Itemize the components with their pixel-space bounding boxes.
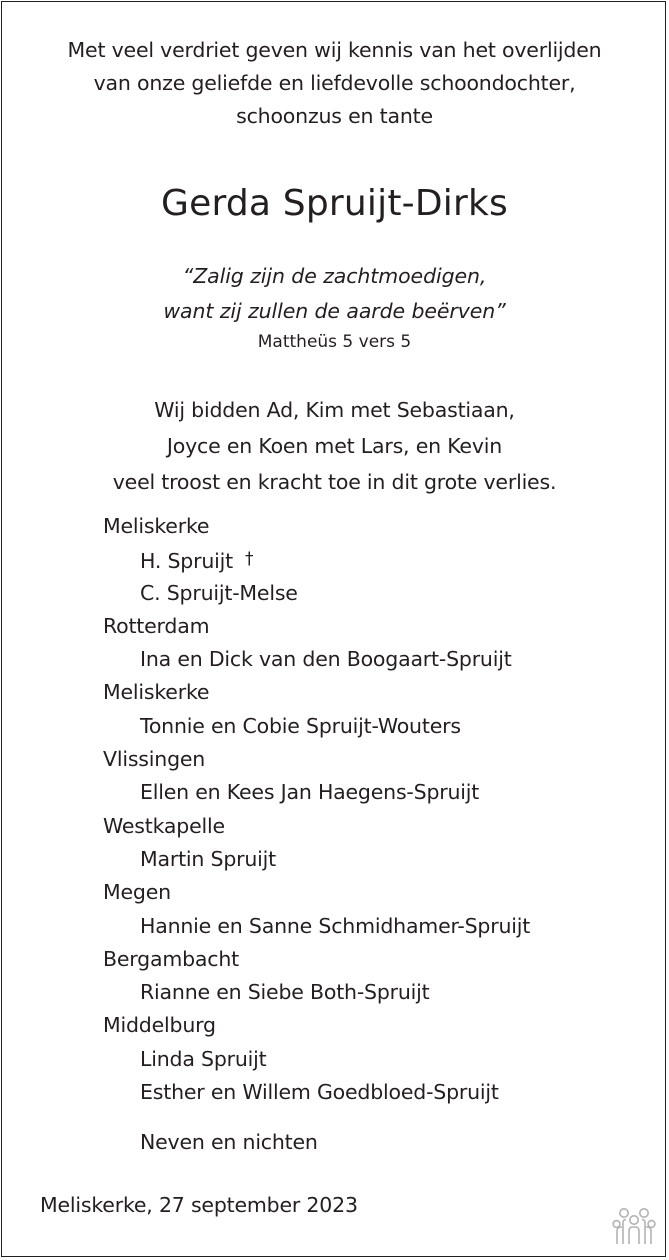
family-place: Middelburg bbox=[103, 1013, 216, 1038]
family-list bbox=[103, 510, 643, 1109]
quote-line: “Zalig zijn de zachtmoedigen, bbox=[182, 264, 487, 288]
quote-line: want zij zullen de aarde beërven” bbox=[163, 299, 506, 323]
family-member: Tonnie en Cobie Spruijt-Wouters bbox=[140, 713, 461, 738]
family-place: Megen bbox=[103, 880, 171, 905]
family-member: C. Spruijt-Melse bbox=[140, 580, 298, 605]
family-member bbox=[103, 543, 643, 576]
closing-line: Neven en nichten bbox=[140, 1130, 318, 1154]
intro-text bbox=[0, 34, 669, 133]
family-member-name: H. Spruijt bbox=[140, 549, 233, 574]
family-place: Meliskerke bbox=[103, 680, 210, 705]
wish-line: veel troost en kracht toe in dit grote verlies. bbox=[112, 470, 557, 494]
deceased-name: Gerda Spruijt-Dirks bbox=[161, 183, 508, 224]
bible-quote bbox=[0, 259, 669, 329]
family-place: Rotterdam bbox=[103, 613, 210, 638]
family-member: Martin Spruijt bbox=[140, 846, 276, 871]
intro-line: van onze geliefde en liefdevolle schoondochter, bbox=[93, 71, 576, 95]
condolence-wish bbox=[0, 392, 669, 500]
intro-line: Met veel verdriet geven wij kennis van het overlijden bbox=[67, 38, 602, 62]
family-member: Rianne en Siebe Both-Spruijt bbox=[140, 980, 430, 1005]
family-place: Westkapelle bbox=[103, 813, 225, 838]
cross-icon: † bbox=[244, 549, 254, 570]
people-group-icon bbox=[611, 1204, 657, 1250]
family-member: Linda Spruijt bbox=[140, 1046, 267, 1071]
family-member: Esther en Willem Goedbloed-Spruijt bbox=[140, 1080, 499, 1105]
quote-reference: Mattheüs 5 vers 5 bbox=[257, 332, 412, 352]
intro-line: schoonzus en tante bbox=[236, 104, 433, 128]
family-member: Ina en Dick van den Boogaart-Spruijt bbox=[140, 647, 512, 672]
wish-line: Joyce en Koen met Lars, en Kevin bbox=[166, 434, 503, 458]
wish-line: Wij bidden Ad, Kim met Sebastiaan, bbox=[154, 398, 515, 422]
family-member: Ellen en Kees Jan Haegens-Spruijt bbox=[140, 780, 480, 805]
family-place: Meliskerke bbox=[103, 514, 210, 538]
family-place: Bergambacht bbox=[103, 946, 239, 971]
place-date: Meliskerke, 27 september 2023 bbox=[40, 1193, 358, 1217]
family-member: Hannie en Sanne Schmidhamer-Spruijt bbox=[140, 913, 531, 938]
family-place: Vlissingen bbox=[103, 747, 206, 772]
